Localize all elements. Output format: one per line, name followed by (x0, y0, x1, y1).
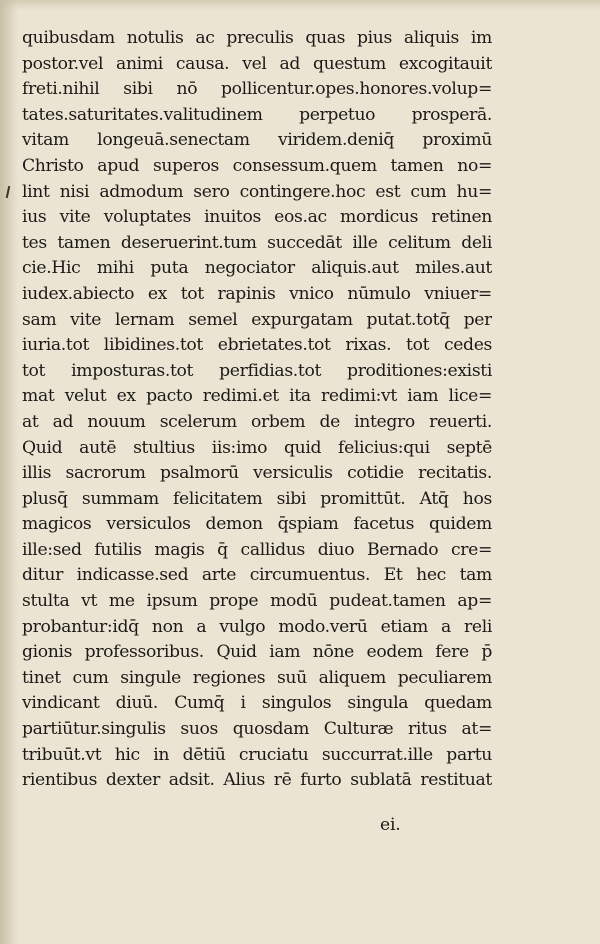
page-top-shadow (0, 0, 600, 10)
text-line: plusq̄ summam felicitatem sibi promittūt. Atq̄ hos (22, 488, 492, 509)
text-line: tot imposturas.tot perfidias.tot proditiones:existi (22, 360, 492, 381)
text-line: tinet cum singule regiones suū aliquem peculiarem (22, 667, 492, 688)
text-line: stulta vt me ipsum prope modū pudeat.tamen ap= (22, 591, 492, 612)
text-block (22, 26, 492, 794)
text-line: tribuūt.vt hic in dētiū cruciatu succurrat.ille partu (22, 744, 492, 765)
text-line: magicos versiculos demon q̄spiam facetus quidem (22, 514, 492, 535)
text-line: Quid autē stultius iis:imo quid felicius:qui septē (22, 437, 492, 458)
text-line: postor.vel animi causa. vel ad questum excogitauit (22, 53, 492, 74)
text-line: vindicant diuū. Cumq̄ i singulos singula quedam (22, 693, 492, 714)
text-line: mat velut ex pacto redimi.et ita redimi:vt iam lice= (22, 386, 492, 407)
text-line: at ad nouum scelerum orbem de integro reuerti. (22, 411, 492, 432)
text-line: sam vite lernam semel expurgatam putat.totq̄ per (22, 309, 492, 330)
text-line: cie.Hic mihi puta negociator aliquis.aut miles.aut (22, 258, 492, 279)
text-line: quibusdam notulis ac preculis quas pius aliquis im (22, 28, 492, 48)
text-line: gionis professoribus. Quid iam nōne eodem fere p̄ (22, 642, 492, 663)
text-line: lint nisi admodum sero contingere.hoc est cum hu= (22, 181, 492, 202)
gutter-shadow (0, 0, 18, 944)
text-line: ille:sed futilis magis q̄ callidus diuo Bernado cre= (22, 539, 492, 560)
text-line: tes tamen deseruerint.tum succedāt ille celitum deli (22, 232, 492, 253)
text-line: rientibus dexter adsit. Alius rē furto sublatā restituat (22, 770, 492, 791)
text-line: iudex.abiecto ex tot rapinis vnico nūmulo vniuer= (22, 283, 492, 304)
text-line: probantur:idq̄ non a vulgo modo.verū etiam a reli (22, 616, 492, 637)
text-line: iuria.tot libidines.tot ebrietates.tot rixas. tot cedes (22, 335, 492, 356)
text-line: partiūtur.singulis suos quosdam Culturæ ritus at= (22, 719, 492, 740)
text-line: ditur indicasse.sed arte circumuentus. Et hec tam (22, 565, 492, 586)
text-line: freti.nihil sibi nō pollicentur.opes.honores.volup= (22, 79, 492, 100)
text-line: ius vite voluptates inuitos eos.ac mordicus retinen (22, 207, 492, 228)
text-line: illis sacrorum psalmorū versiculis cotidie recitatis. (22, 463, 492, 484)
text-line: vitam longeuā.senectam viridem.deniq̄ proximū (22, 130, 492, 151)
catchword: ei. (380, 815, 401, 835)
text-line: Christo apud superos consessum.quem tamen no= (22, 155, 492, 176)
text-line: tates.saturitates.valitudinem perpetuo prosperā. (22, 104, 492, 125)
